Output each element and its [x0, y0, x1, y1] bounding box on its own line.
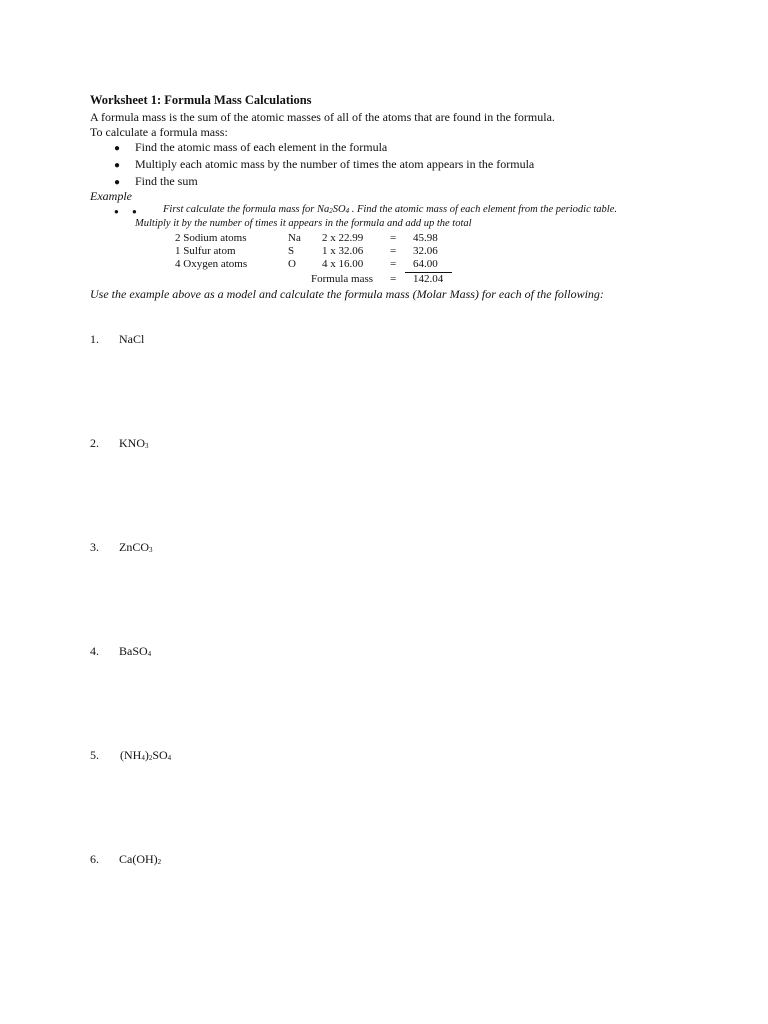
question-number: 5. — [90, 748, 99, 762]
question-formula: $Ca(OH)_2$ — [119, 852, 162, 866]
row-label: 4 Oxygen atoms — [175, 258, 248, 270]
howto-text: To calculate a formula mass: — [90, 125, 228, 139]
question-number: 3. — [90, 540, 99, 554]
example-heading: Example — [90, 189, 132, 203]
question-number: 2. — [90, 436, 99, 450]
step-item: Multiply each atomic mass by the number of times the atom appears in the formula — [135, 157, 535, 171]
row-eq: = — [390, 258, 397, 270]
row-eq: = — [390, 245, 397, 257]
row-result: 45.98 — [413, 232, 438, 244]
row-label: 2 Sodium atoms — [175, 232, 247, 244]
bullet-icon: ● — [114, 207, 119, 216]
question-formula: $(NH_4)_2SO_4$ — [120, 748, 172, 762]
total-eq: = — [390, 273, 397, 285]
row-result: 32.06 — [413, 245, 438, 257]
bullet-icon: ● — [132, 207, 137, 216]
bullet-icon: ● — [114, 143, 121, 154]
row-calc: 4 x 16.00 — [322, 258, 364, 270]
example-line-1: First calculate the formula mass for $Na_2SO_4$ . Find the atomic mass of each element from the periodic table. — [163, 204, 617, 215]
question-number: 4. — [90, 644, 99, 658]
question-number: 6. — [90, 852, 99, 866]
example-line-2: Multiply it by the number of times it appears in the formula and add up the total — [135, 218, 472, 229]
intro-text: A formula mass is the sum of the atomic masses of all of the atoms that are found in the formula. — [90, 110, 555, 124]
row-symbol: O — [288, 258, 296, 270]
total-label: Formula mass — [311, 273, 374, 285]
row-calc: 2 x 22.99 — [322, 232, 364, 244]
question-formula: BaSO$_4$ — [119, 644, 152, 658]
question-number: 1. — [90, 332, 99, 346]
total-result: 142.04 — [413, 273, 444, 285]
question-formula: ZnCO$_3$ — [119, 540, 153, 554]
step-item: Find the atomic mass of each element in the formula — [135, 140, 388, 154]
row-result: 64.00 — [413, 258, 438, 270]
question-formula: $KNO_3$ — [119, 436, 149, 450]
instruction-text: Use the example above as a model and calculate the formula mass (Molar Mass) for each of the following: — [90, 287, 604, 301]
row-calc: 1 x 32.06 — [322, 245, 364, 257]
row-symbol: Na — [288, 232, 301, 244]
question-formula: NaCl — [119, 332, 145, 346]
row-label: 1 Sulfur atom — [175, 245, 236, 257]
worksheet-title: Worksheet 1: Formula Mass Calculations — [90, 93, 312, 107]
bullet-icon: ● — [114, 177, 121, 188]
row-eq: = — [390, 232, 397, 244]
step-item: Find the sum — [135, 174, 198, 188]
row-symbol: S — [288, 245, 295, 257]
bullet-icon: ● — [114, 160, 121, 171]
